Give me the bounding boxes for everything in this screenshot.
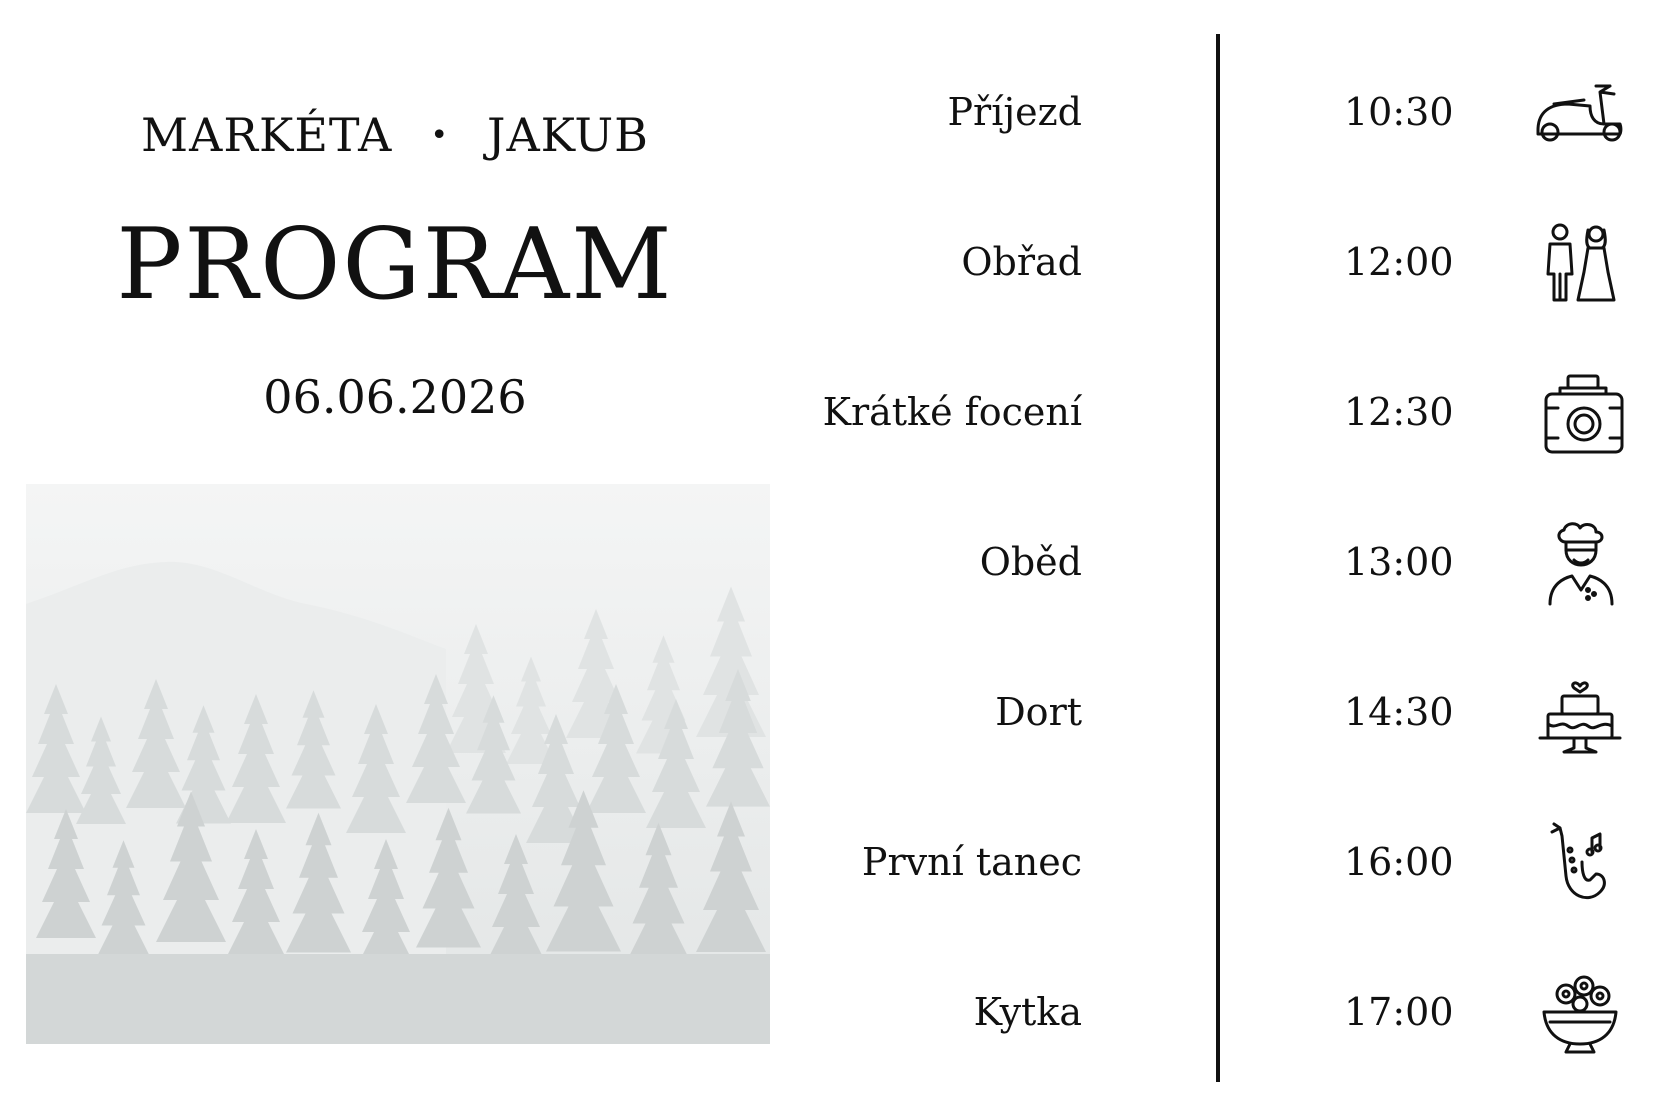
saxophone-icon <box>1530 822 1630 906</box>
schedule-label: Příjezd <box>947 90 1082 134</box>
schedule-label: Krátké focení <box>822 390 1082 434</box>
bouquet-icon <box>1530 972 1630 1056</box>
schedule-label: Oběd <box>979 540 1082 584</box>
schedule-label: První tanec <box>861 840 1082 884</box>
schedule-row-bouquet <box>0 972 1678 1052</box>
camera-icon <box>1530 372 1630 456</box>
bride-name: MARKÉTA <box>141 108 393 162</box>
schedule-row-cake <box>0 672 1678 752</box>
chef-icon <box>1530 522 1630 606</box>
wedding-date: 06.06.2026 <box>263 370 527 424</box>
schedule-label: Obřad <box>961 240 1082 284</box>
schedule-time: 12:00 <box>1344 240 1454 284</box>
schedule-label: Kytka <box>973 990 1082 1034</box>
schedule-row-arrival <box>0 72 1678 152</box>
schedule-row-ceremony <box>0 222 1678 302</box>
schedule-row-lunch <box>0 522 1678 602</box>
schedule-label: Dort <box>995 690 1082 734</box>
schedule-time: 10:30 <box>1344 90 1454 134</box>
schedule-row-photos <box>0 372 1678 452</box>
bride-groom-icon <box>1530 222 1630 306</box>
schedule-row-first-dance <box>0 822 1678 902</box>
page-title: PROGRAM <box>116 208 674 322</box>
schedule-time: 12:30 <box>1344 390 1454 434</box>
scooter-icon <box>1530 72 1630 156</box>
schedule-time: 16:00 <box>1344 840 1454 884</box>
name-separator: • <box>430 118 450 153</box>
schedule-time: 14:30 <box>1344 690 1454 734</box>
groom-name: JAKUB <box>487 108 649 162</box>
cake-icon <box>1530 672 1630 756</box>
schedule-time: 17:00 <box>1344 990 1454 1034</box>
schedule-time: 13:00 <box>1344 540 1454 584</box>
